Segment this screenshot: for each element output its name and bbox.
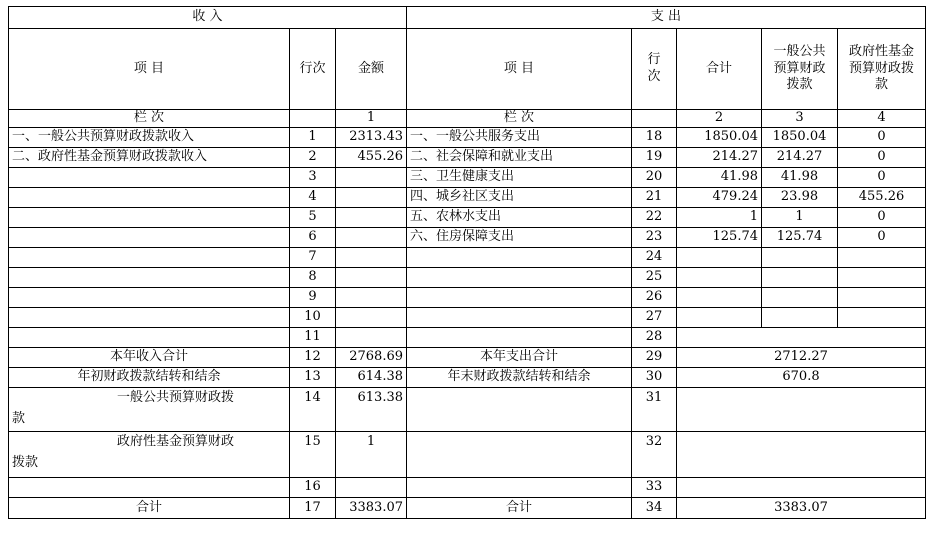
grand-total-label: 合计: [9, 498, 290, 519]
income-amount: [336, 188, 407, 208]
line-no: 29: [632, 348, 677, 368]
expense-general: 23.98: [762, 188, 838, 208]
income-item: [9, 268, 290, 288]
grand-total-amount: 3383.07: [336, 498, 407, 519]
line-no: 16: [290, 478, 336, 498]
expense-total: 125.74: [677, 228, 762, 248]
table-row: [9, 498, 926, 519]
expense-item: 三、卫生健康支出: [407, 168, 632, 188]
expense-item: [407, 268, 632, 288]
income-item: 二、政府性基金预算财政拨款收入: [9, 148, 290, 168]
income-amount: [336, 288, 407, 308]
year-expense-amount: 2712.27: [677, 348, 926, 368]
col-item2-header: 项 目: [407, 29, 632, 110]
expense-fund: 455.26: [838, 188, 926, 208]
income-amount: [336, 208, 407, 228]
income-item: [9, 228, 290, 248]
expense-item: 一、一般公共服务支出: [407, 128, 632, 148]
line-no: 13: [290, 368, 336, 388]
line-no: 8: [290, 268, 336, 288]
table-row: [9, 288, 926, 308]
table-row: [9, 128, 926, 148]
line-no: 2: [290, 148, 336, 168]
line-no: 15: [290, 432, 336, 478]
income-amount: [336, 308, 407, 328]
line-no: 17: [290, 498, 336, 519]
income-amount: [336, 168, 407, 188]
expense-total: [677, 288, 762, 308]
line-no: 11: [290, 328, 336, 348]
col-line-no-header: 行次: [290, 29, 336, 110]
col-index-total: 2: [677, 110, 762, 128]
year-expense-label: 本年支出合计: [407, 348, 632, 368]
income-item: [9, 308, 290, 328]
line-no: 9: [290, 288, 336, 308]
col-index-amount: 1: [336, 110, 407, 128]
expense-total: [677, 248, 762, 268]
end-carry-label: 年末财政拨款结转和结余: [407, 368, 632, 388]
table-row: [9, 208, 926, 228]
line-no: 27: [632, 308, 677, 328]
expense-fund: 0: [838, 148, 926, 168]
begin-carry-amount: 614.38: [336, 368, 407, 388]
income-item: [9, 288, 290, 308]
expense-fund: 0: [838, 228, 926, 248]
expense-fund: 0: [838, 128, 926, 148]
col-index-general: 3: [762, 110, 838, 128]
budget-table: [8, 6, 926, 519]
col-amount-header: 金额: [336, 29, 407, 110]
expense-item: [407, 288, 632, 308]
line-no: 32: [632, 432, 677, 478]
line-no: 31: [632, 388, 677, 432]
expense-fund: 0: [838, 208, 926, 228]
expense-general: 214.27: [762, 148, 838, 168]
expense-general: 41.98: [762, 168, 838, 188]
expense-total: 41.98: [677, 168, 762, 188]
expense-item: [407, 248, 632, 268]
expense-total: 214.27: [677, 148, 762, 168]
table-row: [9, 388, 926, 432]
line-no: 19: [632, 148, 677, 168]
line-no: 21: [632, 188, 677, 208]
income-item: [9, 208, 290, 228]
col-index-label2: 栏 次: [407, 110, 632, 128]
expense-general: 125.74: [762, 228, 838, 248]
income-item: [9, 248, 290, 268]
col-item-header: 项 目: [9, 29, 290, 110]
expense-fund: [838, 268, 926, 288]
income-item: 一、一般公共预算财政拨款收入: [9, 128, 290, 148]
general-carry-amount: 613.38: [336, 388, 407, 432]
table-row: [9, 188, 926, 208]
grand-total-label2: 合计: [407, 498, 632, 519]
table-row: [9, 228, 926, 248]
col-general-budget-header: 一般公共预算财政拨款: [762, 29, 838, 110]
line-no: 12: [290, 348, 336, 368]
expense-general: 1: [762, 208, 838, 228]
line-no: 33: [632, 478, 677, 498]
line-no: 24: [632, 248, 677, 268]
income-amount: [336, 248, 407, 268]
expense-total: 1: [677, 208, 762, 228]
table-row: [9, 148, 926, 168]
table-row: [9, 168, 926, 188]
col-index-blank2: [632, 110, 677, 128]
expense-item: [407, 308, 632, 328]
expense-fund: [838, 248, 926, 268]
line-no: 4: [290, 188, 336, 208]
col-line-no2-header: 行 次: [632, 29, 677, 110]
expense-general: [762, 308, 838, 328]
line-no: 6: [290, 228, 336, 248]
table-row: [9, 328, 926, 348]
line-no: 26: [632, 288, 677, 308]
year-income-amount: 2768.69: [336, 348, 407, 368]
data-rows: [9, 128, 926, 328]
expense-item: 二、社会保障和就业支出: [407, 148, 632, 168]
line-no: 30: [632, 368, 677, 388]
expense-total: [677, 268, 762, 288]
income-amount: 2313.43: [336, 128, 407, 148]
expense-general: [762, 248, 838, 268]
line-no: 22: [632, 208, 677, 228]
expense-item: 六、住房保障支出: [407, 228, 632, 248]
end-carry-amount: 670.8: [677, 368, 926, 388]
line-no: 34: [632, 498, 677, 519]
income-amount: [336, 268, 407, 288]
year-income-label: 本年收入合计: [9, 348, 290, 368]
fund-carry-amount: 1: [336, 432, 407, 478]
expense-total: 479.24: [677, 188, 762, 208]
col-gov-fund-header: 政府性基金预算财政拨款: [838, 29, 926, 110]
income-amount: 455.26: [336, 148, 407, 168]
expense-general: 1850.04: [762, 128, 838, 148]
expense-total: [677, 308, 762, 328]
line-no: 25: [632, 268, 677, 288]
line-no: 14: [290, 388, 336, 432]
line-no: 28: [632, 328, 677, 348]
table-row: [9, 478, 926, 498]
income-header: 收 入: [9, 7, 407, 29]
col-total-header: 合计: [677, 29, 762, 110]
table-row: [9, 268, 926, 288]
income-item: [9, 188, 290, 208]
col-index-blank: [290, 110, 336, 128]
line-no: 3: [290, 168, 336, 188]
fund-carry-label: 政府性基金预算财政 拨款: [9, 432, 290, 478]
grand-total-expense-amount: 3383.07: [677, 498, 926, 519]
table-row: [9, 432, 926, 478]
line-no: 23: [632, 228, 677, 248]
expense-fund: [838, 308, 926, 328]
table-row: [9, 348, 926, 368]
line-no: 1: [290, 128, 336, 148]
col-index-fund: 4: [838, 110, 926, 128]
line-no: 18: [632, 128, 677, 148]
expense-item: 五、农林水支出: [407, 208, 632, 228]
income-amount: [336, 228, 407, 248]
table-row: [9, 248, 926, 268]
table-row: [9, 308, 926, 328]
expense-total: 1850.04: [677, 128, 762, 148]
general-carry-label: 一般公共预算财政拨 款: [9, 388, 290, 432]
expense-general: [762, 268, 838, 288]
table-row: [9, 368, 926, 388]
line-no: 20: [632, 168, 677, 188]
expense-fund: 0: [838, 168, 926, 188]
expense-header: 支 出: [407, 7, 926, 29]
begin-carry-label: 年初财政拨款结转和结余: [9, 368, 290, 388]
expense-general: [762, 288, 838, 308]
line-no: 5: [290, 208, 336, 228]
line-no: 7: [290, 248, 336, 268]
income-item: [9, 168, 290, 188]
col-index-label: 栏 次: [9, 110, 290, 128]
line-no: 10: [290, 308, 336, 328]
expense-item: 四、城乡社区支出: [407, 188, 632, 208]
expense-fund: [838, 288, 926, 308]
